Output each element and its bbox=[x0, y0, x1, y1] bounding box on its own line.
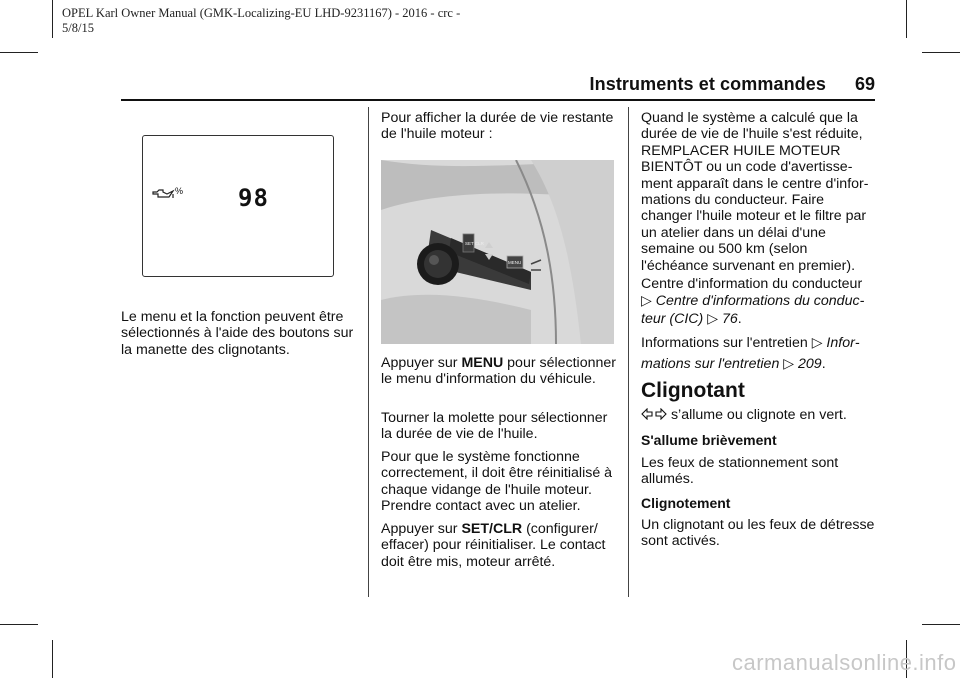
col1-paragraph: Le menu et la fonction peuvent être sélectionnés à l'aide des boutons sur la manette des clignotants. bbox=[121, 309, 354, 358]
col3-paragraph-dic-ref: Centre d'information du conducteur ▷ Centre d'informations du conducteur (CIC) ▷ 76. bbox=[641, 276, 865, 327]
col3-paragraph-service-ref: Informations sur l'entretien ▷ Informations sur l'entretien ▷ 209. bbox=[641, 334, 860, 372]
oil-life-display bbox=[142, 135, 334, 277]
oil-can-icon bbox=[152, 188, 176, 202]
reference-arrow-icon: ▷ bbox=[641, 292, 652, 309]
crop-mark bbox=[0, 624, 38, 625]
column-divider bbox=[628, 107, 629, 597]
text-fragment: pour sélectionner le menu d'information du véhicule. bbox=[381, 355, 616, 388]
menu-button-name: MENU bbox=[461, 355, 504, 371]
crop-mark bbox=[52, 0, 53, 38]
print-metadata bbox=[62, 6, 460, 36]
crop-mark bbox=[906, 0, 907, 38]
text-fragment: Appuyer sur bbox=[381, 521, 462, 537]
page-number: 69 bbox=[855, 74, 876, 94]
print-metadata-line: OPEL Karl Owner Manual (GMK-Localizing-EU LHD-9231167) - 2016 - crc - bbox=[62, 6, 461, 20]
subheading: Clignotement bbox=[641, 495, 731, 511]
reference-arrow-icon: ▷ bbox=[707, 309, 719, 326]
text-fragment: Centre d'information du conducteur bbox=[641, 276, 863, 292]
percent-sign: % bbox=[175, 186, 184, 196]
col3-paragraph-turn-signal bbox=[641, 407, 877, 423]
watermark: carmanualsonline.info bbox=[732, 650, 957, 675]
col2-paragraph-menu bbox=[381, 355, 616, 388]
col2-paragraph-wheel: Tourner la molette pour sélectionner la durée de vie de l'huile. bbox=[381, 410, 608, 443]
crop-mark bbox=[0, 52, 38, 53]
turn-signal-icon bbox=[641, 408, 667, 420]
text-fragment: Appuyer sur bbox=[381, 355, 462, 371]
section-heading: Clignotant bbox=[641, 379, 745, 402]
col2-paragraph-setclr bbox=[381, 521, 616, 570]
section-title: Instruments et commandes bbox=[589, 74, 826, 94]
reference-arrow-icon: ▷ bbox=[783, 355, 795, 371]
col2-paragraph-reset: Pour que le système fonctionne correctement, il doit être réinitialisé à chaque vidange de l'huile moteur. Prendre contact avec un atelier. bbox=[381, 449, 613, 515]
crop-mark bbox=[922, 52, 960, 53]
cross-reference-link[interactable]: Informations sur l'entretien bbox=[641, 335, 860, 372]
lever-label-menu: MENU bbox=[508, 260, 522, 265]
turn-signal-lever-photo bbox=[381, 160, 614, 344]
col3-paragraph-brief: Les feux de stationnement sont allumés. bbox=[641, 455, 839, 488]
crop-mark bbox=[52, 640, 53, 678]
text-fragment: s’allume ou clignote en vert. bbox=[670, 407, 847, 423]
cross-reference-link[interactable]: Centre d'informations du conducteur (CIC) bbox=[641, 293, 865, 327]
print-metadata-line: 5/8/15 bbox=[62, 21, 94, 35]
oil-life-value: 98 bbox=[238, 184, 269, 212]
subheading: S'allume brièvement bbox=[641, 432, 777, 448]
text-fragment: (configurer/ effacer) pour réinitialiser. Le contact doit être mis, moteur arrêté. bbox=[381, 521, 606, 570]
set-clr-button-name: SET/CLR bbox=[461, 521, 523, 537]
reference-arrow-icon: ▷ bbox=[811, 334, 823, 350]
text-fragment: Informations sur l'entretien bbox=[641, 335, 808, 351]
cross-reference-page[interactable]: 209 bbox=[798, 356, 822, 372]
col3-paragraph-flashing: Un clignotant ou les feux de détresse sont activés. bbox=[641, 517, 875, 550]
header-rule bbox=[121, 99, 875, 101]
col2-intro: Pour afficher la durée de vie restante de l'huile moteur : bbox=[381, 110, 614, 143]
lever-label-set-clr: SET CLR bbox=[465, 241, 484, 246]
column-divider bbox=[368, 107, 369, 597]
cross-reference-page[interactable]: 76 bbox=[721, 310, 738, 327]
col3-paragraph-oil-warning: Quand le système a calculé que la durée de vie de l'huile s'est réduite, REMPLACER HUILE MOTEUR BIENTÔT ou un code d'avertissement apparaît dans le centre d'informations du conducteur. Faire changer l'huile moteur et le filtre par un atelier dans un délai d'une semaine ou 500 km (selon l'échéance survenant en premier). bbox=[641, 110, 869, 274]
lever-illustration bbox=[381, 160, 614, 344]
crop-mark bbox=[922, 624, 960, 625]
